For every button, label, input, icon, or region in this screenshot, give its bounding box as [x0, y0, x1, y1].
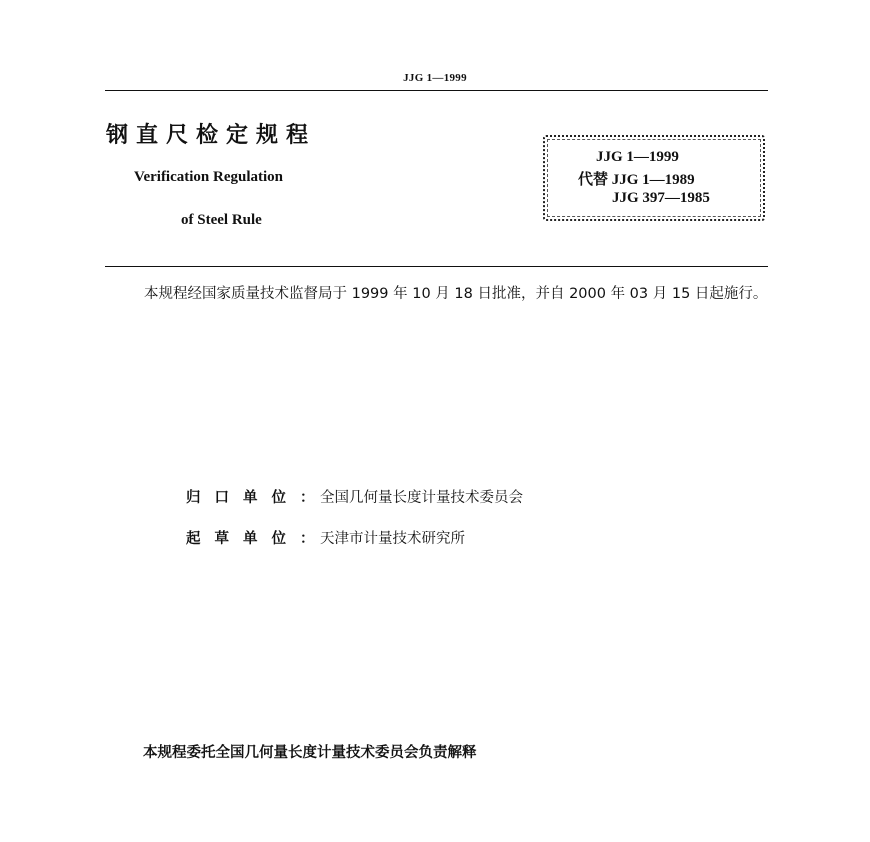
approval-paragraph: 本规程经国家质量技术监督局于 1999 年 10 月 18 日批准，并自 2000 年 03 月 15 日起施行。: [144, 286, 768, 302]
responsible-organization: [186, 486, 523, 507]
interpretation-statement: 本规程委托全国几何量长度计量技术委员会负责解释: [143, 745, 477, 761]
title-english-line1: Verification Regulation: [134, 169, 284, 185]
title-english-line2: of Steel Rule: [181, 212, 262, 228]
title-chinese: 钢直尺检定规程: [106, 123, 317, 148]
drafting-organization-value: 天津市计量技术研究所: [320, 531, 465, 547]
responsible-organization-value: 全国几何量长度计量技术委员会: [320, 490, 523, 506]
standard-code-replaces: 代替 JJG 1—1989: [578, 172, 695, 188]
top-divider: [105, 90, 768, 91]
middle-divider: [105, 266, 768, 267]
document-code-header: JJG 1—1999: [403, 72, 467, 84]
standard-code-current: JJG 1—1999: [596, 149, 679, 165]
standard-code-replaces-2: JJG 397—1985: [612, 190, 710, 206]
drafting-organization: [186, 527, 465, 548]
drafting-organization-label: 起草单位：: [186, 531, 329, 547]
responsible-organization-label: 归口单位：: [186, 490, 329, 506]
